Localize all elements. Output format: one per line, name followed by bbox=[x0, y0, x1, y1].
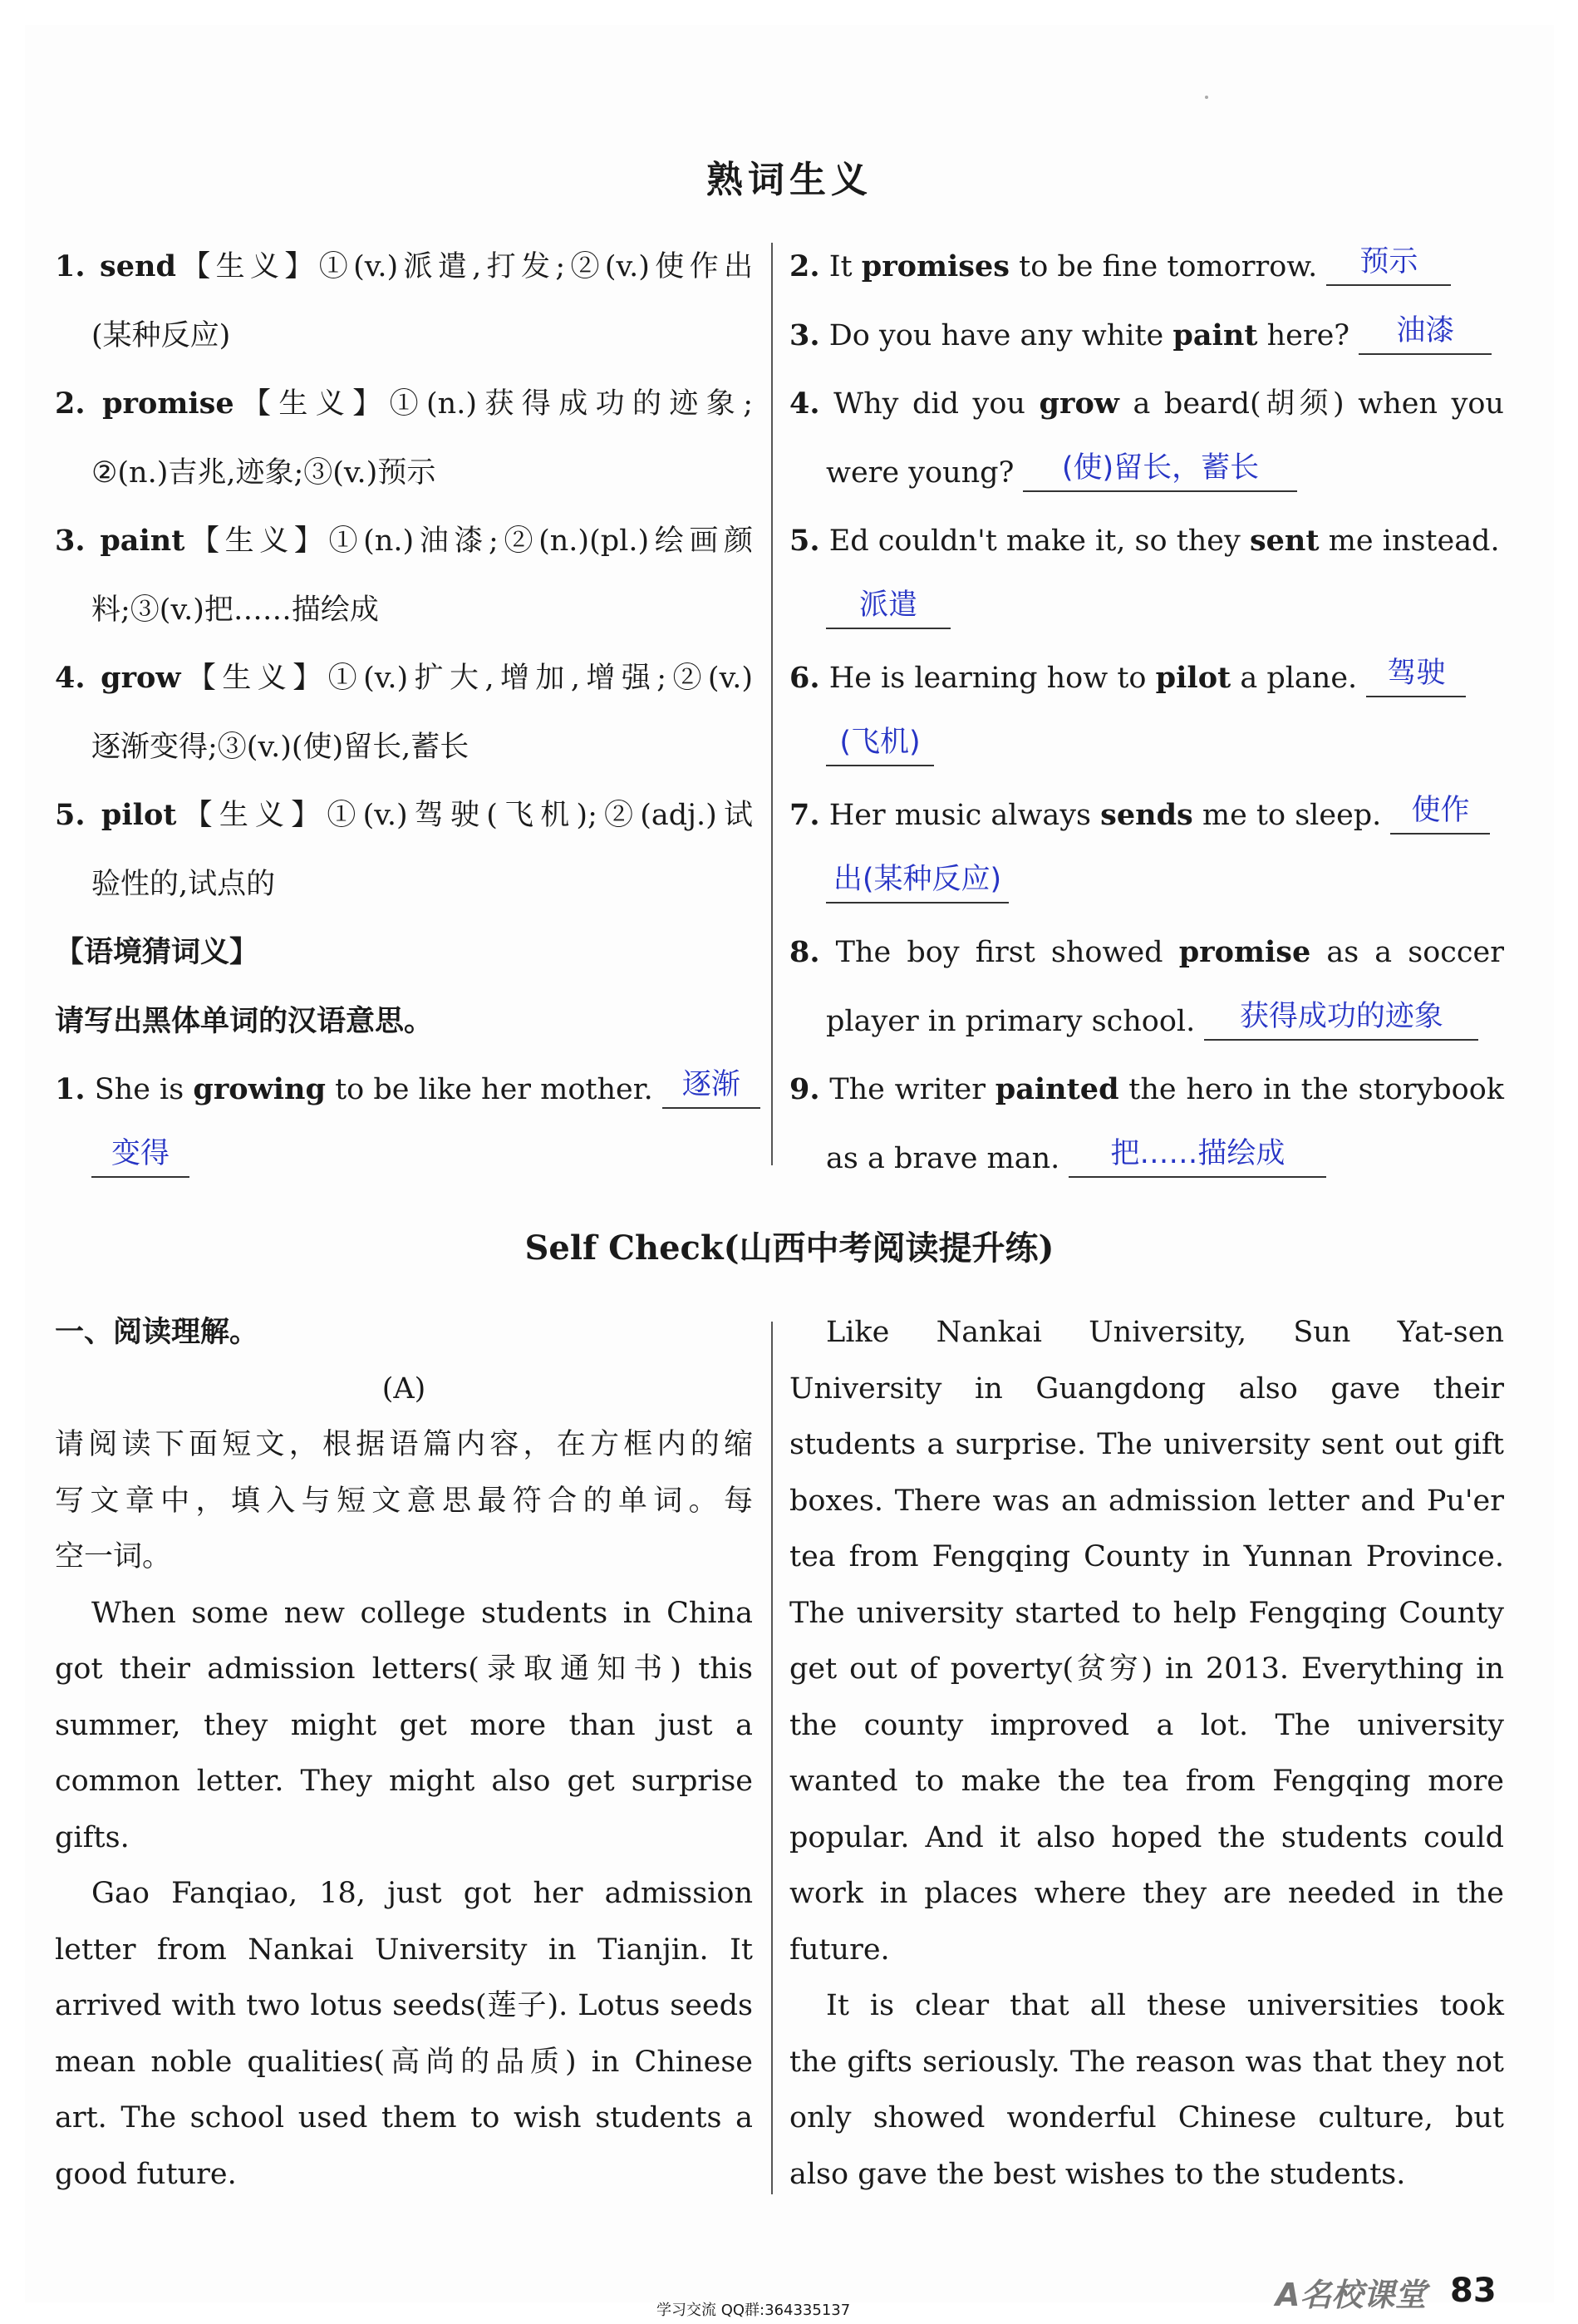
publisher-logo: A名校课堂 bbox=[1276, 2277, 1427, 2313]
question-8: 8. The boy first showed promise as a soccer bbox=[789, 935, 1504, 969]
workbook-page bbox=[25, 25, 1554, 2319]
question-4: 4. Why did you grow a beard(胡须) when you bbox=[789, 387, 1504, 421]
paragraph-line: Gao Fanqiao, 18, just got her admission bbox=[91, 1877, 753, 1910]
meaning-item-cont: 逐渐变得;③(v.)(使)留长,蓄长 bbox=[91, 730, 469, 764]
answer-blank: 获得成功的迹象 bbox=[1204, 994, 1478, 1041]
answer-blank: 逐渐 bbox=[662, 1062, 760, 1109]
question-1-cont bbox=[55, 1125, 753, 1194]
decorative-dot bbox=[1205, 96, 1208, 99]
question-7-cont bbox=[789, 850, 1504, 919]
meaning-item-cont: 验性的,试点的 bbox=[91, 867, 276, 901]
meaning-item-cont: 料;③(v.)把……描绘成 bbox=[91, 593, 379, 627]
paragraph-line: also gave the best wishes to the students. bbox=[789, 2157, 1406, 2191]
answer-blank: 油漆 bbox=[1359, 308, 1492, 355]
paragraph-line: It is clear that all these universities took bbox=[826, 1989, 1504, 2022]
meaning-item-cont: (某种反应) bbox=[91, 318, 231, 352]
paragraph-line: got their admission letters(录取通知书) this bbox=[55, 1652, 753, 1686]
reading-left-column bbox=[55, 1305, 753, 2203]
self-check-title: Self Check(山西中考阅读提升练) bbox=[524, 1228, 1054, 1268]
question-9-cont: as a brave man. 把……描绘成 bbox=[789, 1125, 1504, 1194]
paragraph-line: the county improved a lot. The university bbox=[789, 1708, 1504, 1742]
meaning-item: 2. promise【生义】①(n.)获得成功的迹象; bbox=[55, 387, 753, 421]
paragraph-line: common letter. They might also get surprise bbox=[55, 1765, 753, 1798]
question-1: 1. She is growing to be like her mother. 逐渐 bbox=[55, 1056, 753, 1125]
paragraph-line: University in Guangdong also gave their bbox=[789, 1371, 1504, 1406]
paragraph-line: The university started to help Fengqing County bbox=[789, 1596, 1504, 1630]
context-heading: 【语境猜词义】 bbox=[55, 936, 259, 969]
answer-blank: 出(某种反应) bbox=[826, 857, 1009, 904]
answer-blank: 派遣 bbox=[826, 583, 951, 629]
reading-right-column bbox=[789, 1305, 1504, 2203]
column-divider bbox=[771, 1322, 773, 2194]
paragraph-line: When some new college students in China bbox=[91, 1596, 753, 1630]
paragraph-line: 请阅读下面短文，根据语篇内容，在方框内的缩 bbox=[55, 1428, 753, 1461]
question-5: 5. Ed couldn't make it, so they sent me instead. bbox=[789, 524, 1500, 558]
meaning-item-cont: ②(n.)吉兆,迹象;③(v.)预示 bbox=[91, 455, 436, 490]
section-title: 熟词生义 bbox=[706, 159, 873, 201]
reading-heading: 一、阅读理解。 bbox=[55, 1316, 259, 1349]
paragraph-line: 空一词。 bbox=[55, 1540, 172, 1573]
paragraph-line: students a surprise. The university sent out gift bbox=[789, 1428, 1504, 1461]
page-number: 83 bbox=[1450, 2272, 1497, 2310]
context-instruction: 请写出黑体单词的汉语意思。 bbox=[55, 1004, 434, 1038]
paragraph-line: Like Nankai University, Sun Yat-sen bbox=[826, 1316, 1504, 1349]
paragraph-line: gifts. bbox=[55, 1820, 130, 1854]
meaning-item: 5. pilot【生义】①(v.)驾驶(飞机);②(adj.)试 bbox=[55, 798, 753, 832]
paragraph-line: good future. bbox=[55, 2157, 237, 2191]
answer-blank: 使作 bbox=[1390, 788, 1490, 835]
paragraph-line: work in places where they are needed in the bbox=[789, 1877, 1504, 1910]
paragraph-line: get out of poverty(贫穷) in 2013. Everything in bbox=[789, 1652, 1504, 1686]
paragraph-line: only showed wonderful Chinese culture, but bbox=[789, 2101, 1504, 2134]
paragraph-line: the gifts seriously. The reason was that they not bbox=[789, 2045, 1504, 2079]
question-5-cont bbox=[789, 576, 1504, 645]
answer-blank: 预示 bbox=[1326, 239, 1451, 286]
question-8-cont: player in primary school. 获得成功的迹象 bbox=[789, 987, 1504, 1056]
question-6-cont bbox=[789, 713, 1504, 782]
question-7: 7. Her music always sends me to sleep. 使作 bbox=[789, 781, 1504, 850]
paragraph-line: future. bbox=[789, 1933, 890, 1967]
paragraph-line: popular. And it also hoped the students could bbox=[789, 1820, 1504, 1854]
answer-blank: (飞机) bbox=[826, 720, 934, 766]
paragraph-line: wanted to make the tea from Fengqing more bbox=[789, 1765, 1504, 1798]
paragraph-line: 写文章中，填入与短文意思最符合的单词。每 bbox=[55, 1484, 753, 1518]
paragraph-line: mean noble qualities(高尚的品质) in Chinese bbox=[55, 2045, 753, 2079]
paragraph-line: art. The school used them to wish students a bbox=[55, 2101, 753, 2134]
meaning-item: 1. send【生义】①(v.)派遣,打发;②(v.)使作出 bbox=[55, 249, 753, 283]
question-3: 3. Do you have any white paint here? 油漆 bbox=[789, 302, 1504, 371]
answer-blank: 把……描绘成 bbox=[1069, 1131, 1326, 1178]
paragraph-line: letter from Nankai University in Tianjin. It bbox=[55, 1933, 753, 1967]
part-label: (A) bbox=[381, 1371, 426, 1406]
footer-qq-group: 学习交流 QQ群:364335137 bbox=[656, 2302, 851, 2319]
paragraph-line: summer, they might get more than just a bbox=[55, 1708, 753, 1742]
answer-blank: (使)留长，蓄长 bbox=[1023, 446, 1297, 492]
meaning-item: 4. grow【生义】①(v.)扩大,增加,增强;②(v.) bbox=[55, 661, 753, 695]
question-9: 9. The writer painted the hero in the storybook bbox=[789, 1072, 1504, 1106]
meanings-column bbox=[55, 233, 753, 1193]
paragraph-line: tea from Fengqing County in Yunnan Province. bbox=[789, 1540, 1504, 1573]
answer-blank: 驾驶 bbox=[1366, 651, 1466, 697]
question-2: 2. It promises to be fine tomorrow. 预示 bbox=[789, 233, 1504, 302]
paragraph-line: boxes. There was an admission letter and Pu'er bbox=[789, 1484, 1504, 1518]
meaning-item: 3. paint【生义】①(n.)油漆;②(n.)(pl.)绘画颜 bbox=[55, 524, 753, 558]
column-divider bbox=[771, 243, 773, 1165]
answer-blank: 变得 bbox=[91, 1131, 189, 1178]
paragraph-line: arrived with two lotus seeds(莲子). Lotus seeds bbox=[55, 1989, 753, 2022]
question-6: 6. He is learning how to pilot a plane. 驾驶 bbox=[789, 644, 1504, 713]
questions-column bbox=[789, 233, 1504, 1193]
question-4-cont: were young? (使)留长，蓄长 bbox=[789, 439, 1504, 508]
